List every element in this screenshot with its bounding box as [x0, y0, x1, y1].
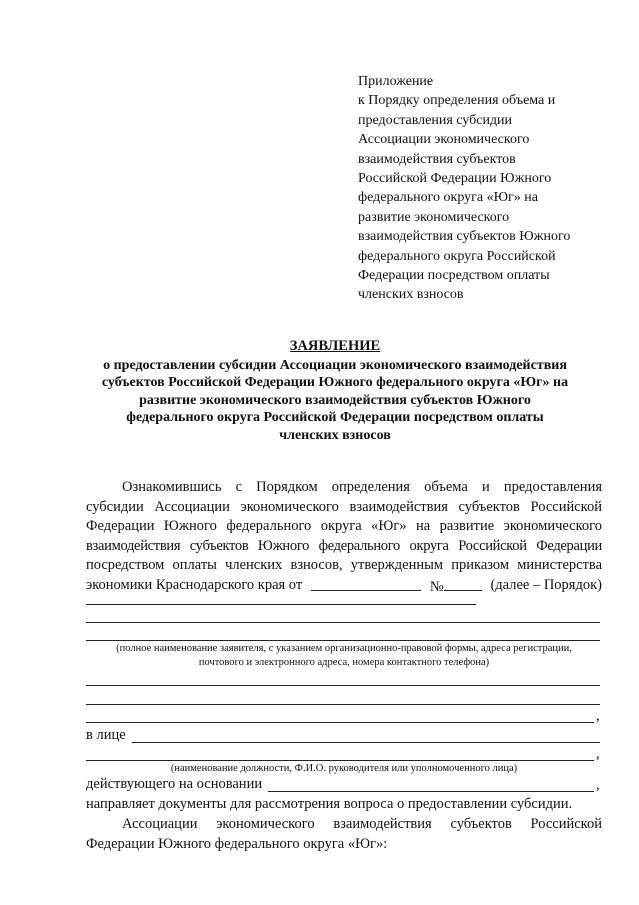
annex-line: взаимодействия субъектов [358, 151, 516, 167]
annex-line: Российской Федерации Южного [358, 171, 552, 187]
applicant-line[interactable] [86, 622, 600, 623]
intro-line [86, 556, 602, 576]
title-heading: ЗАЯВЛЕНИЕ [289, 338, 381, 354]
annex-line: Федерации посредством оплаты [358, 268, 550, 284]
line-comma: , [596, 746, 600, 762]
annex-line: Приложение [358, 74, 434, 89]
intro-line-text: взаимодействия субъектов Южного федерального округа Российской Федерации [86, 537, 602, 554]
intro-paragraph [86, 478, 602, 598]
annex-line: членских взносов [358, 287, 464, 303]
association-line [86, 815, 602, 835]
annex-line: федерального округа «Юг» на [358, 190, 538, 206]
caption-line: (полное наименование заявителя, с указанием организационно-правовой формы, адреса регистрации, [116, 643, 572, 654]
intro-line-text: Ознакомившись с Порядком определения объема и предоставления [122, 479, 602, 495]
applicant-line[interactable] [86, 640, 600, 641]
applicant-line[interactable] [86, 604, 476, 605]
intro-last-prefix: экономики Краснодарского края от [86, 576, 303, 593]
annex-line: предоставления субсидии [358, 112, 513, 128]
intro-last-line [86, 576, 602, 598]
title-line: о предоставлении субсидии Ассоциации экономического взаимодействия [103, 357, 567, 373]
annex-block [358, 72, 618, 305]
title-line: субъектов Российской Федерации Южного федерального округа «Юг» на [101, 375, 569, 391]
represented-by-label: в лице [86, 727, 126, 743]
intro-last-suffix: (далее – Порядок) [490, 576, 602, 593]
intro-line [86, 478, 602, 498]
document-title [70, 338, 600, 445]
acting-basis-label: действующего на основании [86, 776, 263, 792]
acting-basis-line[interactable] [268, 791, 594, 792]
title-line: членских взносов [279, 427, 391, 443]
sends-documents-text: направляет документы для рассмотрения вопроса о предоставлении субсидии. [86, 796, 573, 812]
association-paragraph [86, 815, 602, 854]
representative-line[interactable] [86, 760, 594, 761]
line-comma: , [596, 708, 600, 724]
intro-line-text: субсидии Ассоциации экономического взаимодействия субъектов Российской [86, 498, 602, 515]
annex-line: к Порядку определения объема и [358, 93, 556, 109]
order-date-field[interactable] [311, 576, 421, 598]
person-caption: (наименование должности, Ф.И.О. руководителя или уполномоченного лица) [170, 763, 518, 774]
number-sign: № [429, 578, 444, 595]
applicant-details-line[interactable] [86, 722, 594, 723]
intro-line-text: посредством оплаты членских взносов, утвержденным приказом министерства [86, 557, 602, 574]
intro-line [86, 517, 602, 537]
intro-line [86, 498, 602, 518]
annex-line: взаимодействия субъектов Южного [358, 229, 571, 245]
representative-line[interactable] [132, 742, 600, 743]
intro-line-text: Федерации Южного федерального округа «Юг» на развитие экономического [86, 518, 602, 535]
title-line: развитие экономического взаимодействия субъектов Южного [139, 392, 531, 408]
annex-line: федерального округа Российской [358, 248, 556, 264]
applicant-details-line[interactable] [86, 704, 600, 705]
annex-line: развитие экономического [358, 209, 510, 225]
title-line: федерального округа Российской Федерации посредством оплаты [126, 410, 544, 426]
association-line: Федерации Южного федерального округа «Юг»: [86, 835, 388, 852]
applicant-details-line[interactable] [86, 685, 600, 686]
association-line-text: Ассоциации экономического взаимодействия субъектов Российской [122, 816, 602, 832]
applicant-caption [86, 642, 602, 670]
line-comma: , [596, 777, 600, 793]
intro-line [86, 537, 602, 557]
caption-line: почтового и электронного адреса, номера контактного телефона) [198, 657, 490, 668]
annex-line: Ассоциации экономического [358, 132, 530, 148]
order-number-field[interactable] [430, 576, 482, 598]
